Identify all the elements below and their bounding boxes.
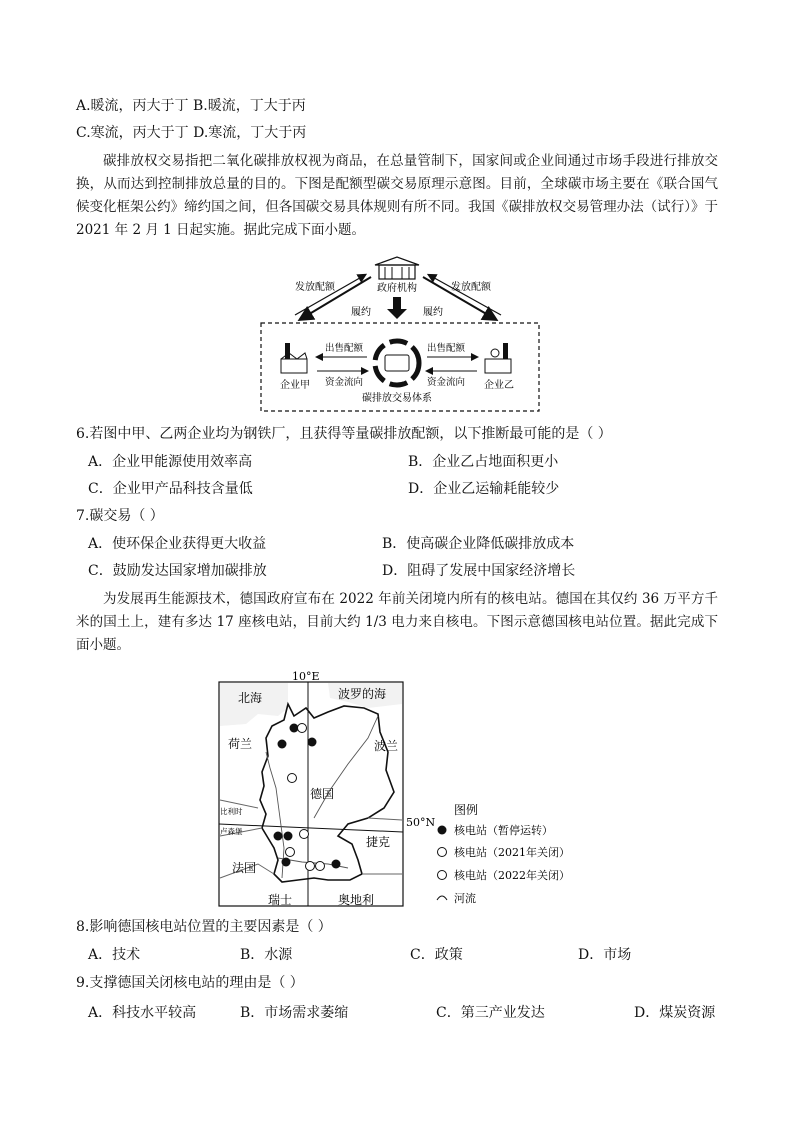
q8-stem: 8.影响德国核电站位置的主要因素是（ ） <box>76 919 332 935</box>
label-luxembourg: 卢森堡 <box>220 827 243 836</box>
germany-nuclear-map <box>218 668 570 913</box>
meridian-label: 10°E <box>292 670 320 683</box>
government-building-icon <box>375 257 419 279</box>
carbon-trading-diagram <box>255 255 545 415</box>
q9-option-a: A．科技水平较高 <box>88 1005 197 1021</box>
parallel-label: 50°N <box>406 816 436 829</box>
q8-option-b: B．水源 <box>240 947 293 963</box>
right-fund-label: 资金流向 <box>427 377 466 388</box>
label-czech: 捷克 <box>366 835 391 849</box>
q9-stem: 9.支撑德国关闭核电站的理由是（ ） <box>76 975 304 991</box>
q8-option-d: D．市场 <box>578 947 632 963</box>
q9-option-d: D．煤炭资源 <box>634 1005 716 1021</box>
passage-carbon-trading: 碳排放权交易指把二氧化碳排放权视为商品，在总量管制下，国家间或企业间通过市场手段进行排放交换，从而达到控制排放总量的目的。下图是配额型碳交易原理示意图。目前，全球碳市场主要在《联合国气候变化框架公约》缔约国之间，但各国碳交易具体规则有所不同。我国《碳排放权交易管理办法（试行）》于 2021 年 2 月 1 日起实施。据此完成下面小题。 <box>76 153 718 238</box>
enterprise-b-label: 企业乙 <box>484 380 514 391</box>
label-france: 法国 <box>232 861 257 875</box>
legend-title: 图例 <box>454 803 479 817</box>
right-alloc-label: 发放配额 <box>451 282 491 293</box>
legend-2022-icon <box>438 871 447 880</box>
legend-2022: 核电站（2022年关闭） <box>454 869 570 882</box>
q6-option-d: D．企业乙运输耗能较少 <box>408 481 560 497</box>
trading-cycle-icon <box>375 341 419 385</box>
q7-stem: 7.碳交易（ ） <box>76 508 164 524</box>
label-poland: 波兰 <box>374 739 399 753</box>
passage-germany-nuclear: 为发展再生能源技术，德国政府宣布在 2022 年前关闭境内所有的核电站。德国在其仅约 36 万平方千米的国土上，建有多达 17 座核电站，目前大约 1/3 电力来自核电。下图示意德国核电站位置。据此完成下面小题。 <box>76 591 718 653</box>
factory-icon-a <box>281 343 307 373</box>
label-switzerland: 瑞士 <box>268 893 293 907</box>
q9-option-c: C．第三产业发达 <box>436 1005 545 1021</box>
q8-option-a: A．技术 <box>88 947 141 963</box>
factory-icon-b <box>485 343 511 373</box>
enterprise-a-label: 企业甲 <box>280 380 310 391</box>
q7-option-c: C．鼓励发达国家增加碳排放 <box>88 563 267 579</box>
q8-option-c: C．政策 <box>410 947 463 963</box>
left-fund-label: 资金流向 <box>325 377 364 388</box>
label-germany: 德国 <box>310 787 335 801</box>
legend-river: 河流 <box>454 892 476 905</box>
legend-suspended-icon <box>438 826 447 835</box>
system-label: 碳排放交易体系 <box>362 393 432 404</box>
left-sell-label: 出售配额 <box>325 343 364 354</box>
q6-option-b: B．企业乙占地面积更小 <box>408 454 559 470</box>
legend-2021: 核电站（2021年关闭） <box>454 846 570 859</box>
prev-options-row-1: A.暖流，丙大于丁 B.暖流，丁大于丙 <box>76 98 306 114</box>
left-alloc-label: 发放配额 <box>295 282 335 293</box>
q6-option-a: A．企业甲能源使用效率高 <box>88 454 253 470</box>
left-fulfill-label: 履约 <box>351 307 371 318</box>
legend-river-icon <box>437 896 447 900</box>
gov-label: 政府机构 <box>377 283 417 294</box>
q7-option-d: D．阻碍了发展中国家经济增长 <box>382 563 576 579</box>
prev-options-row-2: C.寒流，丙大于丁 D.寒流，丁大于丙 <box>76 125 307 141</box>
label-baltic-sea: 波罗的海 <box>338 687 387 701</box>
q6-option-c: C．企业甲产品科技含量低 <box>88 481 253 497</box>
q6-stem: 6.若图中甲、乙两企业均为钢铁厂，且获得等量碳排放配额，以下推断最可能的是（ ） <box>76 426 612 442</box>
right-fulfill-label: 履约 <box>423 307 443 318</box>
q7-option-a: A．使环保企业获得更大收益 <box>88 536 267 552</box>
legend-suspended: 核电站（暂停运转） <box>454 824 553 837</box>
label-belgium: 比利时 <box>220 807 243 816</box>
right-sell-label: 出售配额 <box>427 343 466 354</box>
label-netherlands: 荷兰 <box>228 737 253 751</box>
label-north-sea: 北海 <box>238 691 263 705</box>
legend-2021-icon <box>438 848 447 857</box>
down-arrow-icon <box>387 297 407 319</box>
q9-option-b: B．市场需求萎缩 <box>240 1005 349 1021</box>
label-austria: 奥地利 <box>338 893 375 907</box>
q7-option-b: B．使高碳企业降低碳排放成本 <box>382 536 575 552</box>
